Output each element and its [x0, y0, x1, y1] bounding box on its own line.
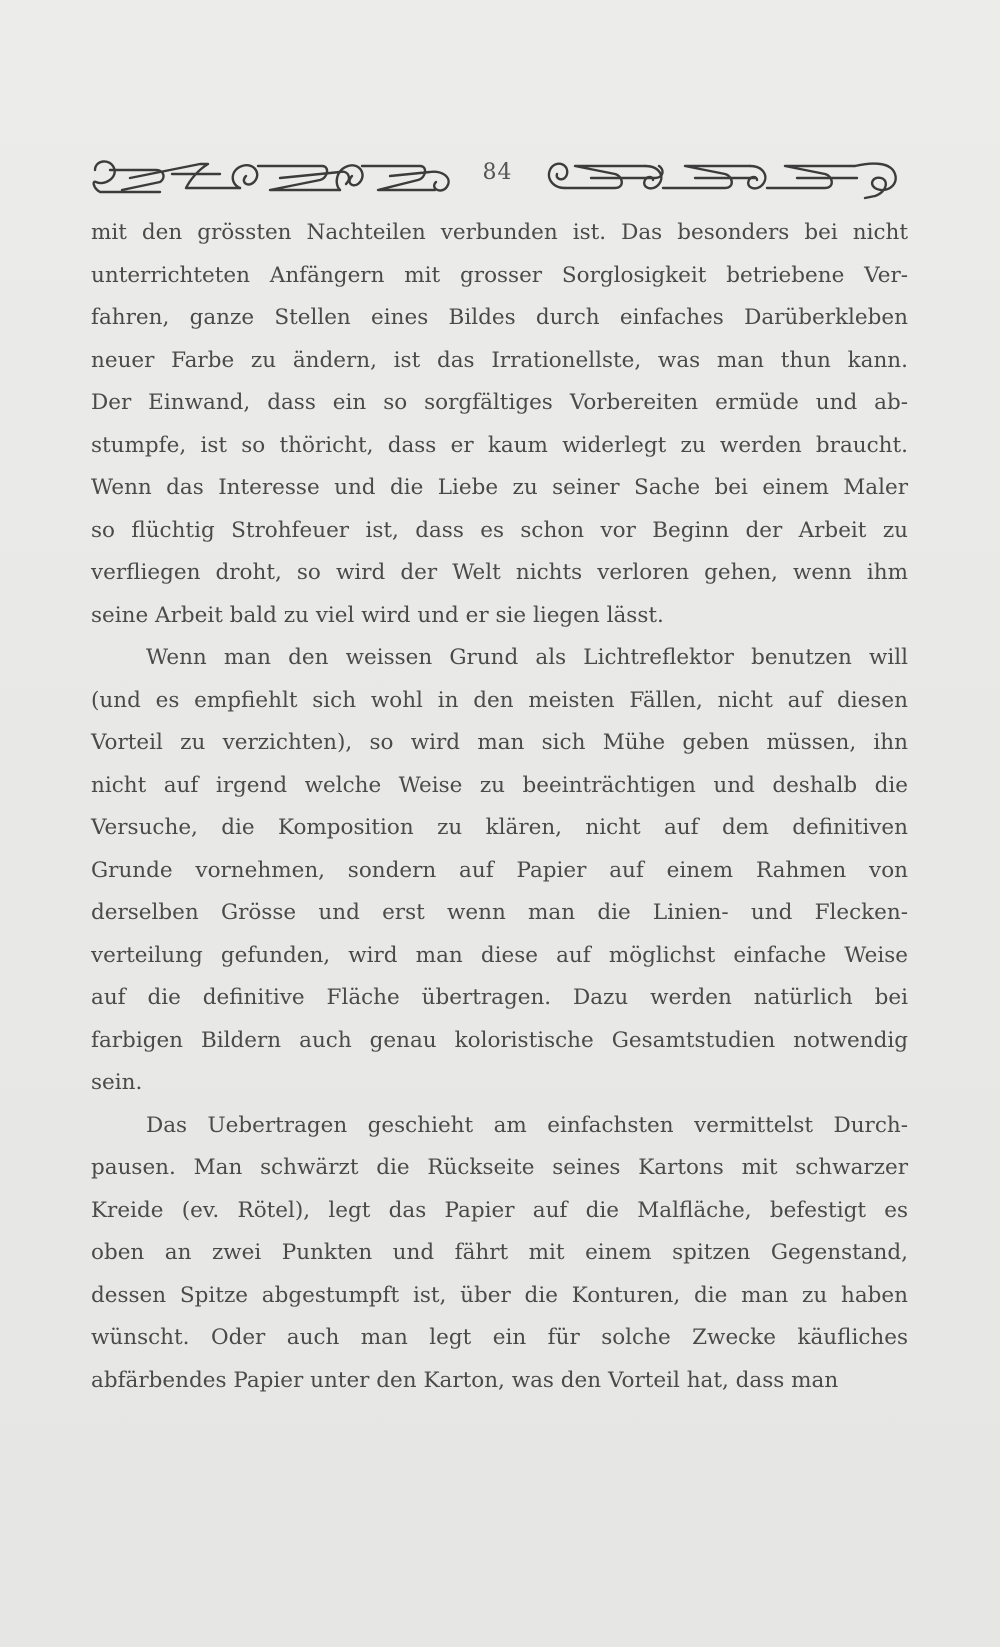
page-header — [90, 148, 910, 208]
text-line: dessen Spitze abgestumpft ist, über die Konturen, die man zu haben — [91, 1282, 908, 1308]
art-nouveau-ornament-left — [90, 148, 460, 208]
text-line: auf die definitive Fläche übertragen. Dazu werden natürlich bei — [91, 985, 908, 1010]
text-line: Kreide (ev. Rötel), legt das Papier auf die Malfläche, befestigt es — [91, 1197, 908, 1223]
text-line: mit den grössten Nachteilen verbunden ist. Das besonders bei nicht — [91, 220, 908, 245]
text-line: fahren, ganze Stellen eines Bildes durch einfaches Darüberkleben — [91, 305, 908, 330]
text-line: so flüchtig Strohfeuer ist, dass es schon vor Beginn der Arbeit zu — [91, 517, 908, 543]
text-line: verteilung gefunden, wird man diese auf möglichst einfache Weise — [91, 942, 908, 968]
art-nouveau-ornament-right — [535, 148, 910, 208]
paragraph — [91, 1105, 908, 1403]
text-line: neuer Farbe zu ändern, ist das Irrationellste, was man thun kann. — [91, 347, 908, 373]
text-line: Das Uebertragen geschieht am einfachsten vermittelst Durch- — [146, 1112, 908, 1138]
text-line: stumpfe, ist so thöricht, dass er kaum widerlegt zu werden braucht. — [91, 432, 908, 458]
page-number: 84 — [482, 160, 513, 185]
text-line: Wenn das Interesse und die Liebe zu seiner Sache bei einem Maler — [91, 475, 908, 500]
text-line: seine Arbeit bald zu viel wird und er sie liegen lässt. — [91, 602, 664, 628]
paragraph — [91, 212, 908, 637]
text-line: abfärbendes Papier unter den Karton, was den Vorteil hat, dass man — [91, 1367, 839, 1393]
text-line: Wenn man den weissen Grund als Lichtreflektor benutzen will — [146, 645, 908, 670]
text-line: farbigen Bildern auch genau koloristische Gesamtstudien notwendig — [91, 1027, 908, 1053]
text-line: Versuche, die Komposition zu klären, nicht auf dem definitiven — [91, 815, 908, 840]
text-line: oben an zwei Punkten und fährt mit einem spitzen Gegenstand, — [91, 1240, 908, 1265]
paragraph — [91, 637, 908, 1105]
text-line: nicht auf irgend welche Weise zu beeinträchtigen und deshalb die — [91, 772, 908, 798]
text-line: unterrichteten Anfängern mit grosser Sorglosigkeit betriebene Ver- — [91, 262, 908, 288]
text-line: (und es empfiehlt sich wohl in den meisten Fällen, nicht auf diesen — [91, 687, 908, 713]
text-line: Vorteil zu verzichten), so wird man sich Mühe geben müssen, ihn — [91, 730, 908, 755]
text-line: sein. — [91, 1070, 143, 1095]
text-line: Der Einwand, dass ein so sorgfältiges Vorbereiten ermüde und ab- — [91, 390, 908, 415]
text-line: verfliegen droht, so wird der Welt nichts verloren gehen, wenn ihm — [91, 560, 908, 585]
text-line: wünscht. Oder auch man legt ein für solche Zwecke käufliches — [91, 1325, 908, 1350]
body-text — [91, 212, 908, 1402]
text-line: derselben Grösse und erst wenn man die Linien- und Flecken- — [91, 900, 908, 925]
text-line: pausen. Man schwärzt die Rückseite seines Kartons mit schwarzer — [91, 1155, 908, 1180]
text-line: Grunde vornehmen, sondern auf Papier auf einem Rahmen von — [91, 857, 908, 883]
